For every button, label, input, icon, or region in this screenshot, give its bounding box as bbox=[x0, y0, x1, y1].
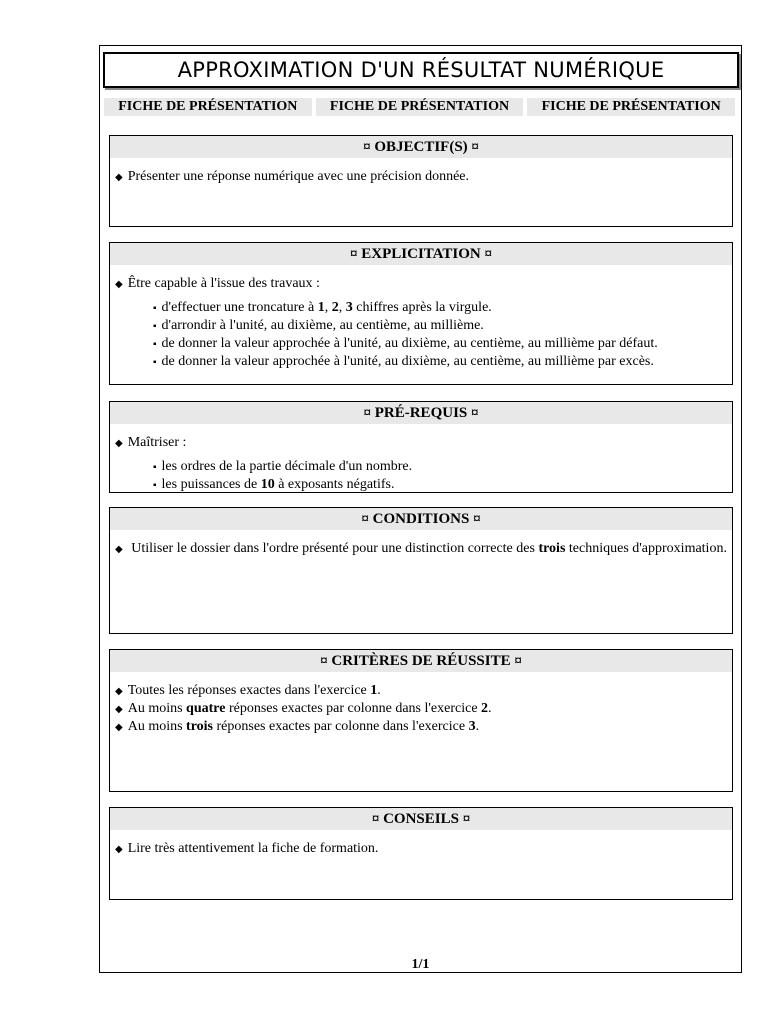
item-text: Lire très attentivement la fiche de formation. bbox=[127, 841, 379, 856]
heading-text: PRÉ-REQUIS bbox=[374, 404, 468, 421]
item-text: Toutes les réponses exactes dans l'exercice 1. bbox=[127, 683, 381, 698]
bullet-icon: ◆ bbox=[115, 704, 123, 715]
heading-text: CRITÈRES DE RÉUSSITE bbox=[331, 652, 511, 669]
section-prerequis bbox=[109, 401, 733, 493]
square-bullet-icon: ▪ bbox=[153, 357, 157, 368]
item-text: Être capable à l'issue des travaux : bbox=[127, 276, 320, 291]
square-bullet-icon: ▪ bbox=[153, 339, 157, 350]
page-number: 1/1 bbox=[411, 957, 430, 972]
square-bullet-icon: ▪ bbox=[153, 303, 157, 314]
section-conditions bbox=[109, 507, 733, 634]
deco-symbol: ¤ bbox=[350, 245, 358, 262]
list-item bbox=[115, 682, 727, 700]
list-item bbox=[115, 168, 727, 186]
square-bullet-icon: ▪ bbox=[153, 462, 157, 473]
heading-text: CONDITIONS bbox=[372, 510, 470, 527]
list-item bbox=[115, 275, 727, 293]
sub-item-text: de donner la valeur approchée à l'unité, au dixième, au centième, au millième par défaut. bbox=[161, 336, 658, 351]
deco-symbol: ¤ bbox=[484, 245, 492, 262]
sub-item bbox=[153, 458, 727, 476]
header-label: FICHE DE PRÉSENTATION bbox=[104, 98, 312, 116]
deco-symbol: ¤ bbox=[514, 652, 522, 669]
header-label: FICHE DE PRÉSENTATION bbox=[527, 98, 735, 116]
paragraph: ◆ Utiliser le dossier dans l'ordre présenté pour une distinction correcte des trois techniques d'approximation. bbox=[115, 541, 727, 556]
heading-text: CONSEILS bbox=[383, 810, 459, 827]
deco-symbol: ¤ bbox=[363, 404, 371, 421]
item-text: Présenter une réponse numérique avec une précision donnée. bbox=[127, 169, 470, 184]
heading-text: EXPLICITATION bbox=[361, 245, 481, 262]
deco-symbol: ¤ bbox=[371, 810, 380, 827]
bullet-icon: ◆ bbox=[115, 438, 123, 449]
list-item bbox=[115, 434, 727, 452]
section-heading bbox=[110, 808, 732, 830]
section-heading bbox=[110, 136, 732, 158]
sub-item bbox=[153, 335, 727, 353]
document-page bbox=[99, 45, 742, 973]
square-bullet-icon: ▪ bbox=[153, 480, 157, 491]
document-title: APPROXIMATION D'UN RÉSULTAT NUMÉRIQUE bbox=[103, 52, 739, 88]
section-heading bbox=[110, 402, 732, 424]
header-band bbox=[104, 98, 735, 116]
bullet-icon: ◆ bbox=[115, 279, 123, 290]
sub-item-text: d'effectuer une troncature à 1, 2, 3 chiffres après la virgule. bbox=[161, 300, 492, 315]
item-text: Au moins quatre réponses exactes par colonne dans l'exercice 2. bbox=[127, 701, 492, 716]
sub-item-text: d'arrondir à l'unité, au dixième, au centième, au millième. bbox=[161, 318, 484, 333]
section-explicitation bbox=[109, 242, 733, 385]
section-heading bbox=[110, 508, 732, 530]
sub-item bbox=[153, 476, 727, 494]
section-objectifs bbox=[109, 135, 733, 227]
bullet-icon: ◆ bbox=[115, 722, 123, 733]
sub-item-text: de donner la valeur approchée à l'unité, au dixième, au centième, au millième par excès. bbox=[161, 354, 654, 369]
sub-item bbox=[153, 353, 727, 371]
list-item bbox=[115, 840, 727, 858]
deco-symbol: ¤ bbox=[363, 138, 371, 155]
list-item bbox=[115, 718, 727, 736]
section-conseils bbox=[109, 807, 733, 900]
heading-text: OBJECTIF(S) bbox=[374, 138, 468, 155]
deco-symbol: ¤ bbox=[462, 810, 471, 827]
sub-item-text: les puissances de 10 à exposants négatifs. bbox=[161, 477, 395, 492]
section-heading bbox=[110, 243, 732, 265]
deco-symbol: ¤ bbox=[473, 510, 481, 527]
deco-symbol: ¤ bbox=[471, 404, 479, 421]
bullet-icon: ◆ bbox=[115, 172, 123, 183]
section-criteres bbox=[109, 649, 733, 792]
header-label: FICHE DE PRÉSENTATION bbox=[316, 98, 524, 116]
bullet-icon: ◆ bbox=[115, 544, 123, 555]
list-item bbox=[115, 700, 727, 718]
section-heading bbox=[110, 650, 732, 672]
sub-item bbox=[153, 317, 727, 335]
bullet-icon: ◆ bbox=[115, 686, 123, 697]
bullet-icon: ◆ bbox=[115, 844, 123, 855]
deco-symbol: ¤ bbox=[471, 138, 479, 155]
item-text: Maîtriser : bbox=[127, 435, 187, 450]
item-text: Au moins trois réponses exactes par colonne dans l'exercice 3. bbox=[127, 719, 480, 734]
square-bullet-icon: ▪ bbox=[153, 321, 157, 332]
sub-item-text: les ordres de la partie décimale d'un nombre. bbox=[161, 459, 413, 474]
deco-symbol: ¤ bbox=[320, 652, 328, 669]
sub-item bbox=[153, 299, 727, 317]
deco-symbol: ¤ bbox=[361, 510, 369, 527]
